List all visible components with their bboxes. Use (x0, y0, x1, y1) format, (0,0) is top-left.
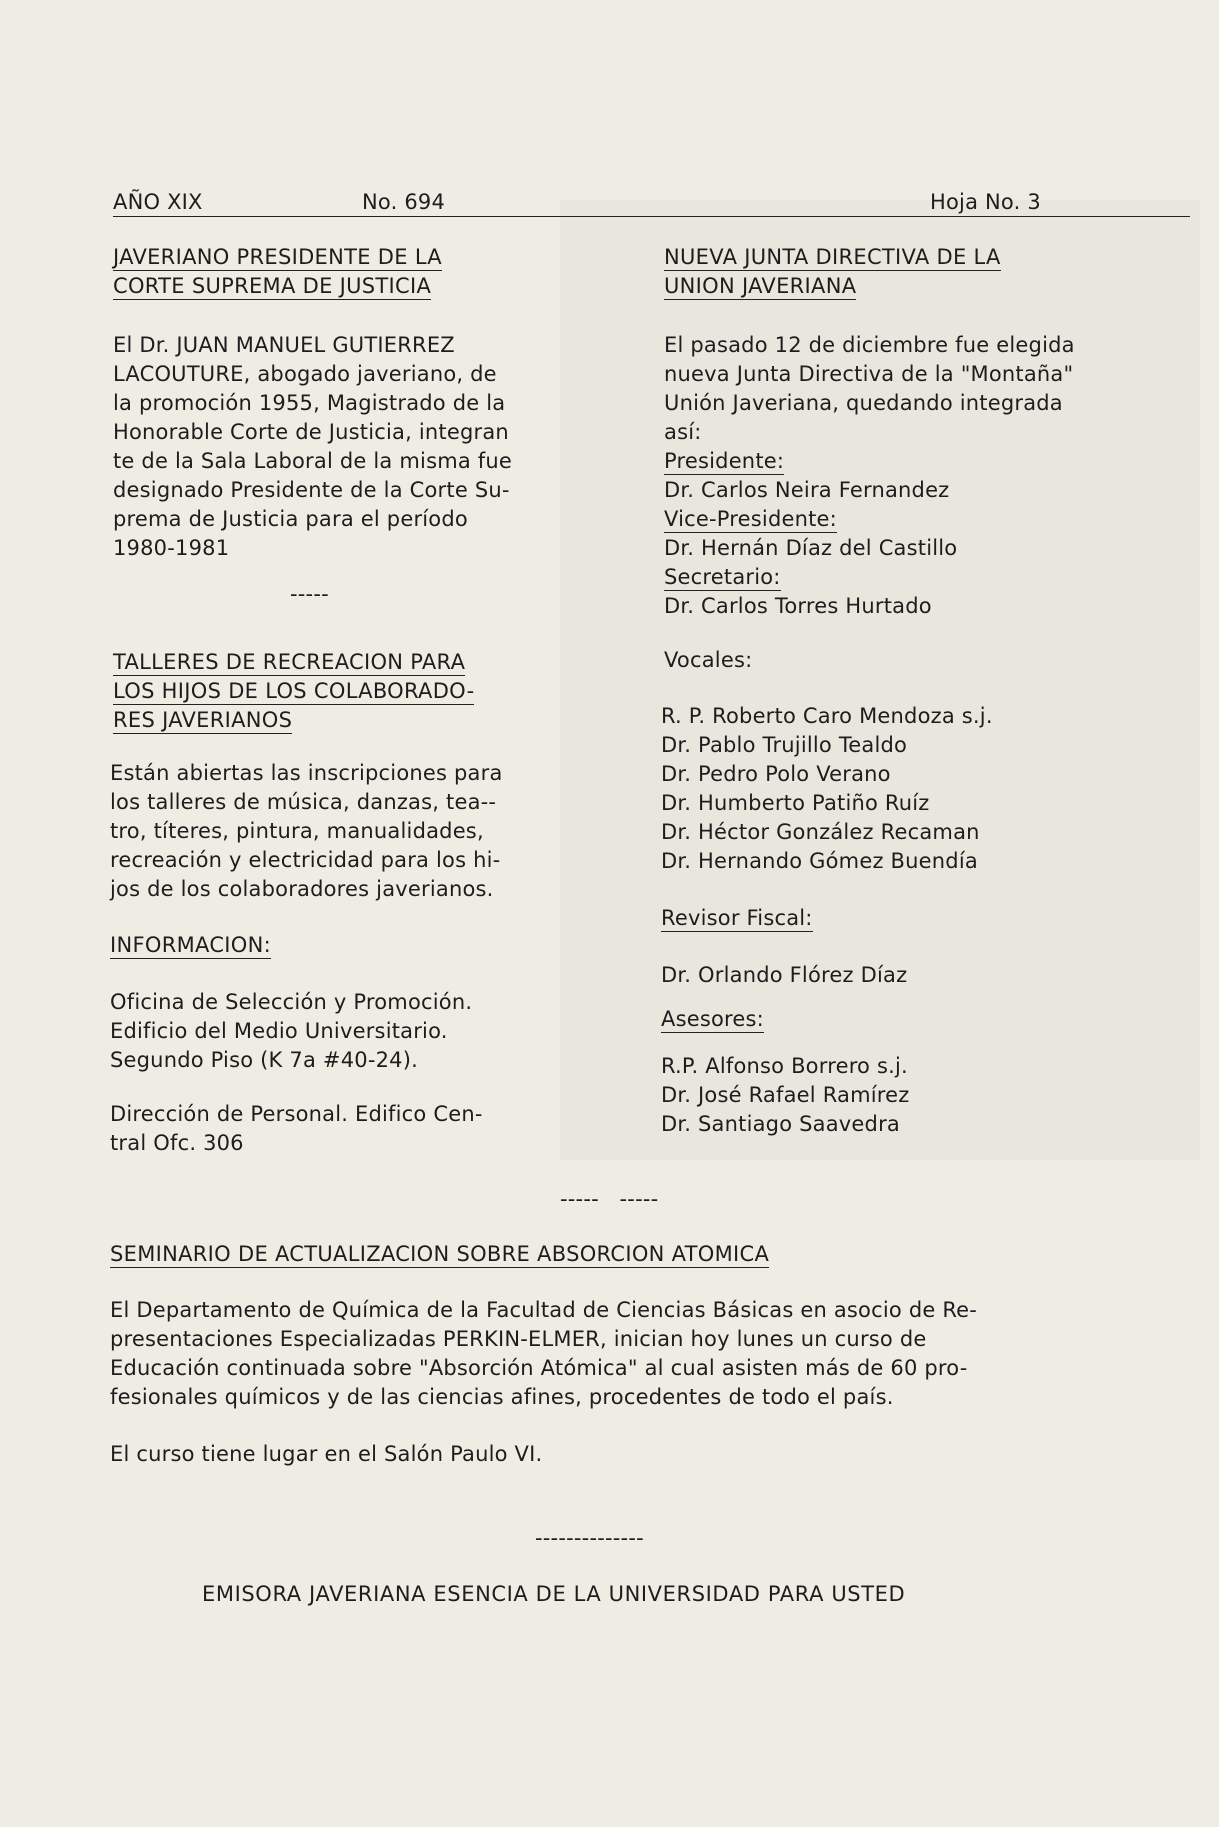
vocal-name: Dr. Pablo Trujillo Tealdo (661, 733, 908, 757)
president-name: Dr. Carlos Neira Fernandez (664, 478, 950, 502)
seminar-line: presentaciones Especializadas PERKIN-ELMER, inician hoy lunes un curso de (110, 1327, 927, 1351)
vocal-name: R. P. Roberto Caro Mendoza s.j. (661, 704, 993, 728)
footer-slogan: EMISORA JAVERIANA ESENCIA DE LA UNIVERSIDAD PARA USTED (202, 1582, 906, 1606)
advisors-list (661, 1052, 910, 1139)
board-intro-line: nueva Junta Directiva de la "Montaña" (664, 362, 1074, 386)
article1-title-line: JAVERIANO PRESIDENTE DE LA (113, 245, 442, 269)
seminar-line: Educación continuada sobre "Absorción Atómica" al cual asisten más de 60 pro- (110, 1356, 968, 1380)
article2-title-line: LOS HIJOS DE LOS COLABORADO- (113, 679, 475, 703)
secretary-label: Secretario: (664, 565, 781, 589)
article2-line: los talleres de música, danzas, tea-- (110, 790, 497, 814)
seminar-closing: El curso tiene lugar en el Salón Paulo VI. (110, 1442, 543, 1466)
info-line: Oficina de Selección y Promoción. (110, 990, 473, 1014)
advisor-name: Dr. José Rafael Ramírez (661, 1083, 910, 1107)
board-intro-line: así: (664, 420, 702, 444)
article2-line: recreación y electricidad para los hi- (110, 848, 501, 872)
vocal-name: Dr. Hernando Gómez Buendía (661, 849, 978, 873)
info-line: Segundo Piso (K 7a #40-24). (110, 1048, 418, 1072)
vice-president-name: Dr. Hernán Díaz del Castillo (664, 536, 958, 560)
advisors-label: Asesores: (661, 1007, 764, 1031)
info-line: Edificio del Medio Universitario. (110, 1019, 448, 1043)
personnel-office (110, 1100, 483, 1158)
header-number: No. 694 (362, 190, 446, 214)
article1-line: prema de Justicia para el período (113, 507, 468, 531)
article1-line: LACOUTURE, abogado javeriano, de (113, 362, 497, 386)
article2-title (113, 648, 474, 735)
personnel-line: tral Ofc. 306 (110, 1131, 244, 1155)
article1-line: Honorable Corte de Justicia, integran (113, 420, 509, 444)
board-title-line: NUEVA JUNTA DIRECTIVA DE LA (664, 245, 1001, 269)
board-intro-line: Unión Javeriana, quedando integrada (664, 391, 1063, 415)
article1-line: El Dr. JUAN MANUEL GUTIERREZ (113, 333, 455, 357)
article2-title-line: TALLERES DE RECREACION PARA (113, 650, 466, 674)
seminar-line: fesionales químicos y de las ciencias afines, procedentes de todo el país. (110, 1385, 894, 1409)
vocales-label: Vocales: (664, 648, 753, 672)
board-officers (664, 447, 957, 621)
board-title-line: UNION JAVERIANA (664, 274, 857, 298)
seminar-line: El Departamento de Química de la Facultad de Ciencias Básicas en asocio de Re- (110, 1298, 978, 1322)
vocal-name: Dr. Héctor González Recaman (661, 820, 980, 844)
article1-line: 1980-1981 (113, 536, 230, 560)
secretary-name: Dr. Carlos Torres Hurtado (664, 594, 932, 618)
header-rule (113, 216, 1190, 217)
personnel-line: Dirección de Personal. Edifico Cen- (110, 1102, 483, 1126)
article2-body (110, 759, 503, 904)
fiscal-name: Dr. Orlando Flórez Díaz (661, 963, 908, 987)
article1-line: designado Presidente de la Corte Su- (113, 478, 510, 502)
info-heading: INFORMACION: (110, 933, 271, 957)
seminar-body (110, 1296, 977, 1412)
board-title (664, 243, 1001, 301)
vocales-list (661, 702, 993, 876)
article1-line: la promoción 1955, Magistrado de la (113, 391, 506, 415)
president-label: Presidente: (664, 449, 785, 473)
seminar-title: SEMINARIO DE ACTUALIZACION SOBRE ABSORCION ATOMICA (110, 1242, 770, 1266)
article1-body (113, 331, 512, 563)
article2-title-line: RES JAVERIANOS (113, 708, 293, 732)
header-sheet: Hoja No. 3 (930, 190, 1041, 214)
article2-line: Están abiertas las inscripciones para (110, 761, 503, 785)
article1-separator: ----- (290, 582, 329, 606)
article1-title (113, 243, 442, 301)
article1-line: te de la Sala Laboral de la misma fue (113, 449, 513, 473)
article2-line: tro, títeres, pintura, manualidades, (110, 819, 484, 843)
fiscal-label: Revisor Fiscal: (661, 906, 813, 930)
advisor-name: R.P. Alfonso Borrero s.j. (661, 1054, 908, 1078)
advisor-name: Dr. Santiago Saavedra (661, 1112, 900, 1136)
header-year: AÑO XIX (113, 190, 203, 214)
article1-title-line: CORTE SUPREMA DE JUSTICIA (113, 274, 432, 298)
info-address (110, 988, 472, 1075)
board-intro-line: El pasado 12 de diciembre fue elegida (664, 333, 1075, 357)
board-intro (664, 331, 1075, 447)
section-separator: ----- ----- (560, 1187, 659, 1211)
footer-dashes: -------------- (535, 1526, 644, 1550)
vice-president-label: Vice-Presidente: (664, 507, 837, 531)
vocal-name: Dr. Pedro Polo Verano (661, 762, 891, 786)
article2-line: jos de los colaboradores javerianos. (110, 877, 494, 901)
vocal-name: Dr. Humberto Patiño Ruíz (661, 791, 930, 815)
